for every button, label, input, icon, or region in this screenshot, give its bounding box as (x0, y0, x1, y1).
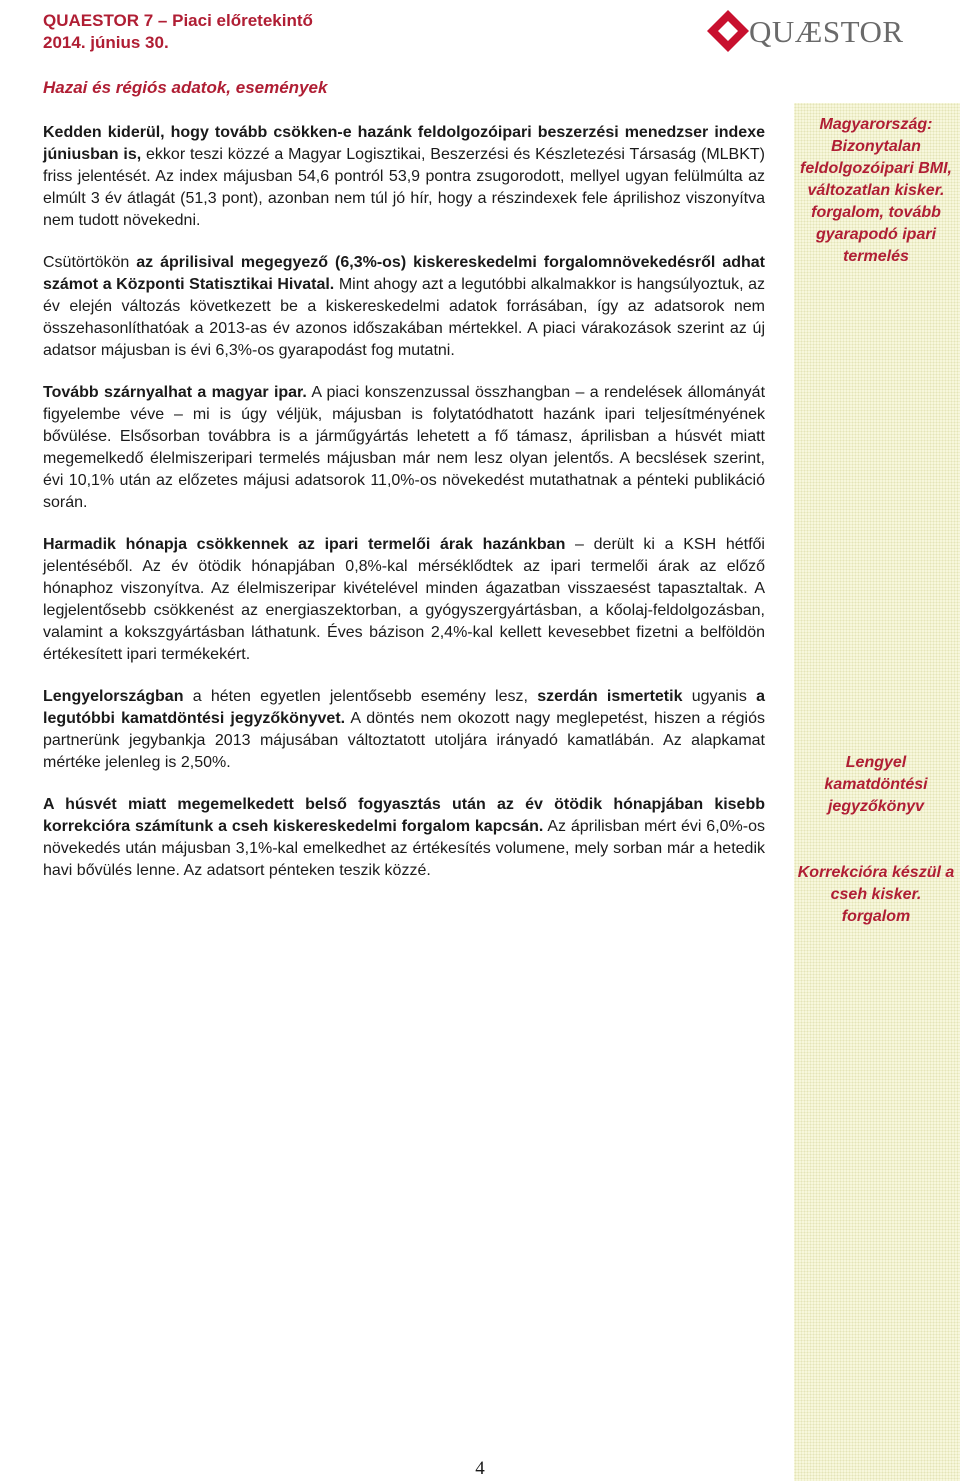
paragraph-intro: Csütörtökön (43, 254, 137, 271)
paragraph-body: Mint ahogy azt a legutóbbi alkalmakkor is hangsúlyoztuk, az év elején változás következett be a kiskereskedelmi adatok forrásában, így az adatsorok nem összehasonlíthatóak a 2013-as év azonos időszakában mértekkel. A piaci várakozások szerint az új adatsor májusban is évi 6,3%-os gyarapodást fog mutatni. (43, 276, 766, 359)
paragraph-poland (43, 686, 765, 774)
paragraph-body: – derült ki a KSH hétfői jelentéséből. Az év ötödik hónapjában 0,8%-kal mérséklődtek az ipari termelői árak az előző hónaphoz viszonyítva. Az élelmiszeripar kivételével minden ágazatban visszaesést tapasztaltak. A legjelentősebb csökkenést az energiaszektorban, a gyógyszergyártásban, a kőolaj-feldolgozásban, valamint a kokszgyártásban láthatunk. Éves bázison 2,4%-kal kellett kevesebbet fizetni a belföldön értékesített ipari termékekért. (43, 536, 765, 663)
paragraph-czech-retail (43, 794, 765, 882)
paragraph-body: ugyanis (682, 688, 757, 705)
report-date: 2014. június 30. (43, 33, 169, 52)
paragraph-retail (43, 252, 765, 362)
header (43, 10, 313, 54)
logo-diamond-icon (706, 9, 750, 53)
paragraph-lead: az áprilisival megegyező (6,3%-os) kiskereskedelmi forgalomnövekedésről adhat számot a Központi Statisztikai Hivatal. (43, 254, 766, 293)
paragraph-body: A piaci konszenzussal összhangban – a rendelések állományát figyelembe véve – mi is úgy véljük, májusban is folytatódhatott hazánk ipari teljesítményének bővülése. Elsősorban továbbra is a járműgyártás lehetett a fő támasz, áprilisban a húsvét miatt megemelkedő élelmiszeripari termelés májusban már nem lesz olyan jelentős. A becslések szerint, évi 10,1% után az előzetes májusi adatsorok 11,0%-os növekedést mutathatnak a pénteki publikáció során. (43, 384, 766, 511)
page-number: 4 (475, 1458, 485, 1479)
side-note-czech: Korrekcióra készül a cseh kisker. forgalom (797, 864, 955, 925)
paragraph-emphasis: a legutóbbi kamatdöntési jegyzőkönyvet. (43, 688, 765, 727)
report-title: QUAESTOR 7 – Piaci előretekintő (43, 11, 313, 30)
main-content (43, 122, 765, 902)
paragraph-lead: Harmadik hónapja csökkennek az ipari termelői árak hazánkban (43, 536, 566, 553)
paragraph-producer-prices (43, 534, 765, 666)
paragraph-body: Az áprilisban mért évi 6,0%-os növekedés után májusban 3,1%-kal emelkedhet az értékesítés volumene, mely sorban már a hetedik havi bővülés lenne. Az adatsort pénteken teszik közzé. (43, 818, 765, 879)
paragraph-lead: Lengyelországban (43, 688, 184, 705)
side-note-poland: Lengyel kamatdöntési jegyzőkönyv (824, 754, 928, 815)
paragraph-emphasis: szerdán ismertetik (537, 688, 683, 705)
paragraph-lead: A húsvét miatt megemelkedett belső fogyasztás után az év ötödik hónapjában kisebb korrekcióra számítunk a cseh kiskereskedelmi forgalom kapcsán. (43, 796, 765, 835)
paragraph-lead: Tovább szárnyalhat a magyar ipar. (43, 384, 307, 401)
paragraph-body: ekkor teszi közzé a Magyar Logisztikai, Beszerzési és Készletezési Társaság (MLBKT) friss jelentését. Az index májusban 54,6 pontról 53,9 pontra zsugorodott, mellyel ugyan felülmúlta az elmúlt 3 év átlagát (51,3 pont), azonban nem túl jó hír, hogy a részindexek fele áprilishoz viszonyítva nem tudott növekedni. (43, 146, 765, 229)
paragraph-industry (43, 382, 765, 514)
paragraph-body: A döntés nem okozott nagy meglepetést, hiszen a régiós partnerünk jegybankja 2013 májusában változtatott utoljára irányadó kamatlábán. Az alapkamat mértéke jelenleg is 2,50%. (43, 710, 766, 771)
paragraph-hungary-pmi (43, 122, 765, 232)
paragraph-lead: Kedden kiderül, hogy tovább csökken-e hazánk feldolgozóipari beszerzési menedzser indexe júniusban is, (43, 124, 765, 163)
section-title: Hazai és régiós adatok, események (43, 78, 328, 97)
quaestor-logo (706, 6, 902, 56)
paragraph-body: a héten egyetlen jelentősebb esemény lesz, (183, 688, 538, 705)
logo-wordmark: QUÆSTOR (749, 14, 904, 49)
side-note-hungary: Magyarország: Bizonytalan feldolgozóipari BMI, változatlan kisker. forgalom, tovább gyarapodó ipari termelés (800, 116, 952, 265)
